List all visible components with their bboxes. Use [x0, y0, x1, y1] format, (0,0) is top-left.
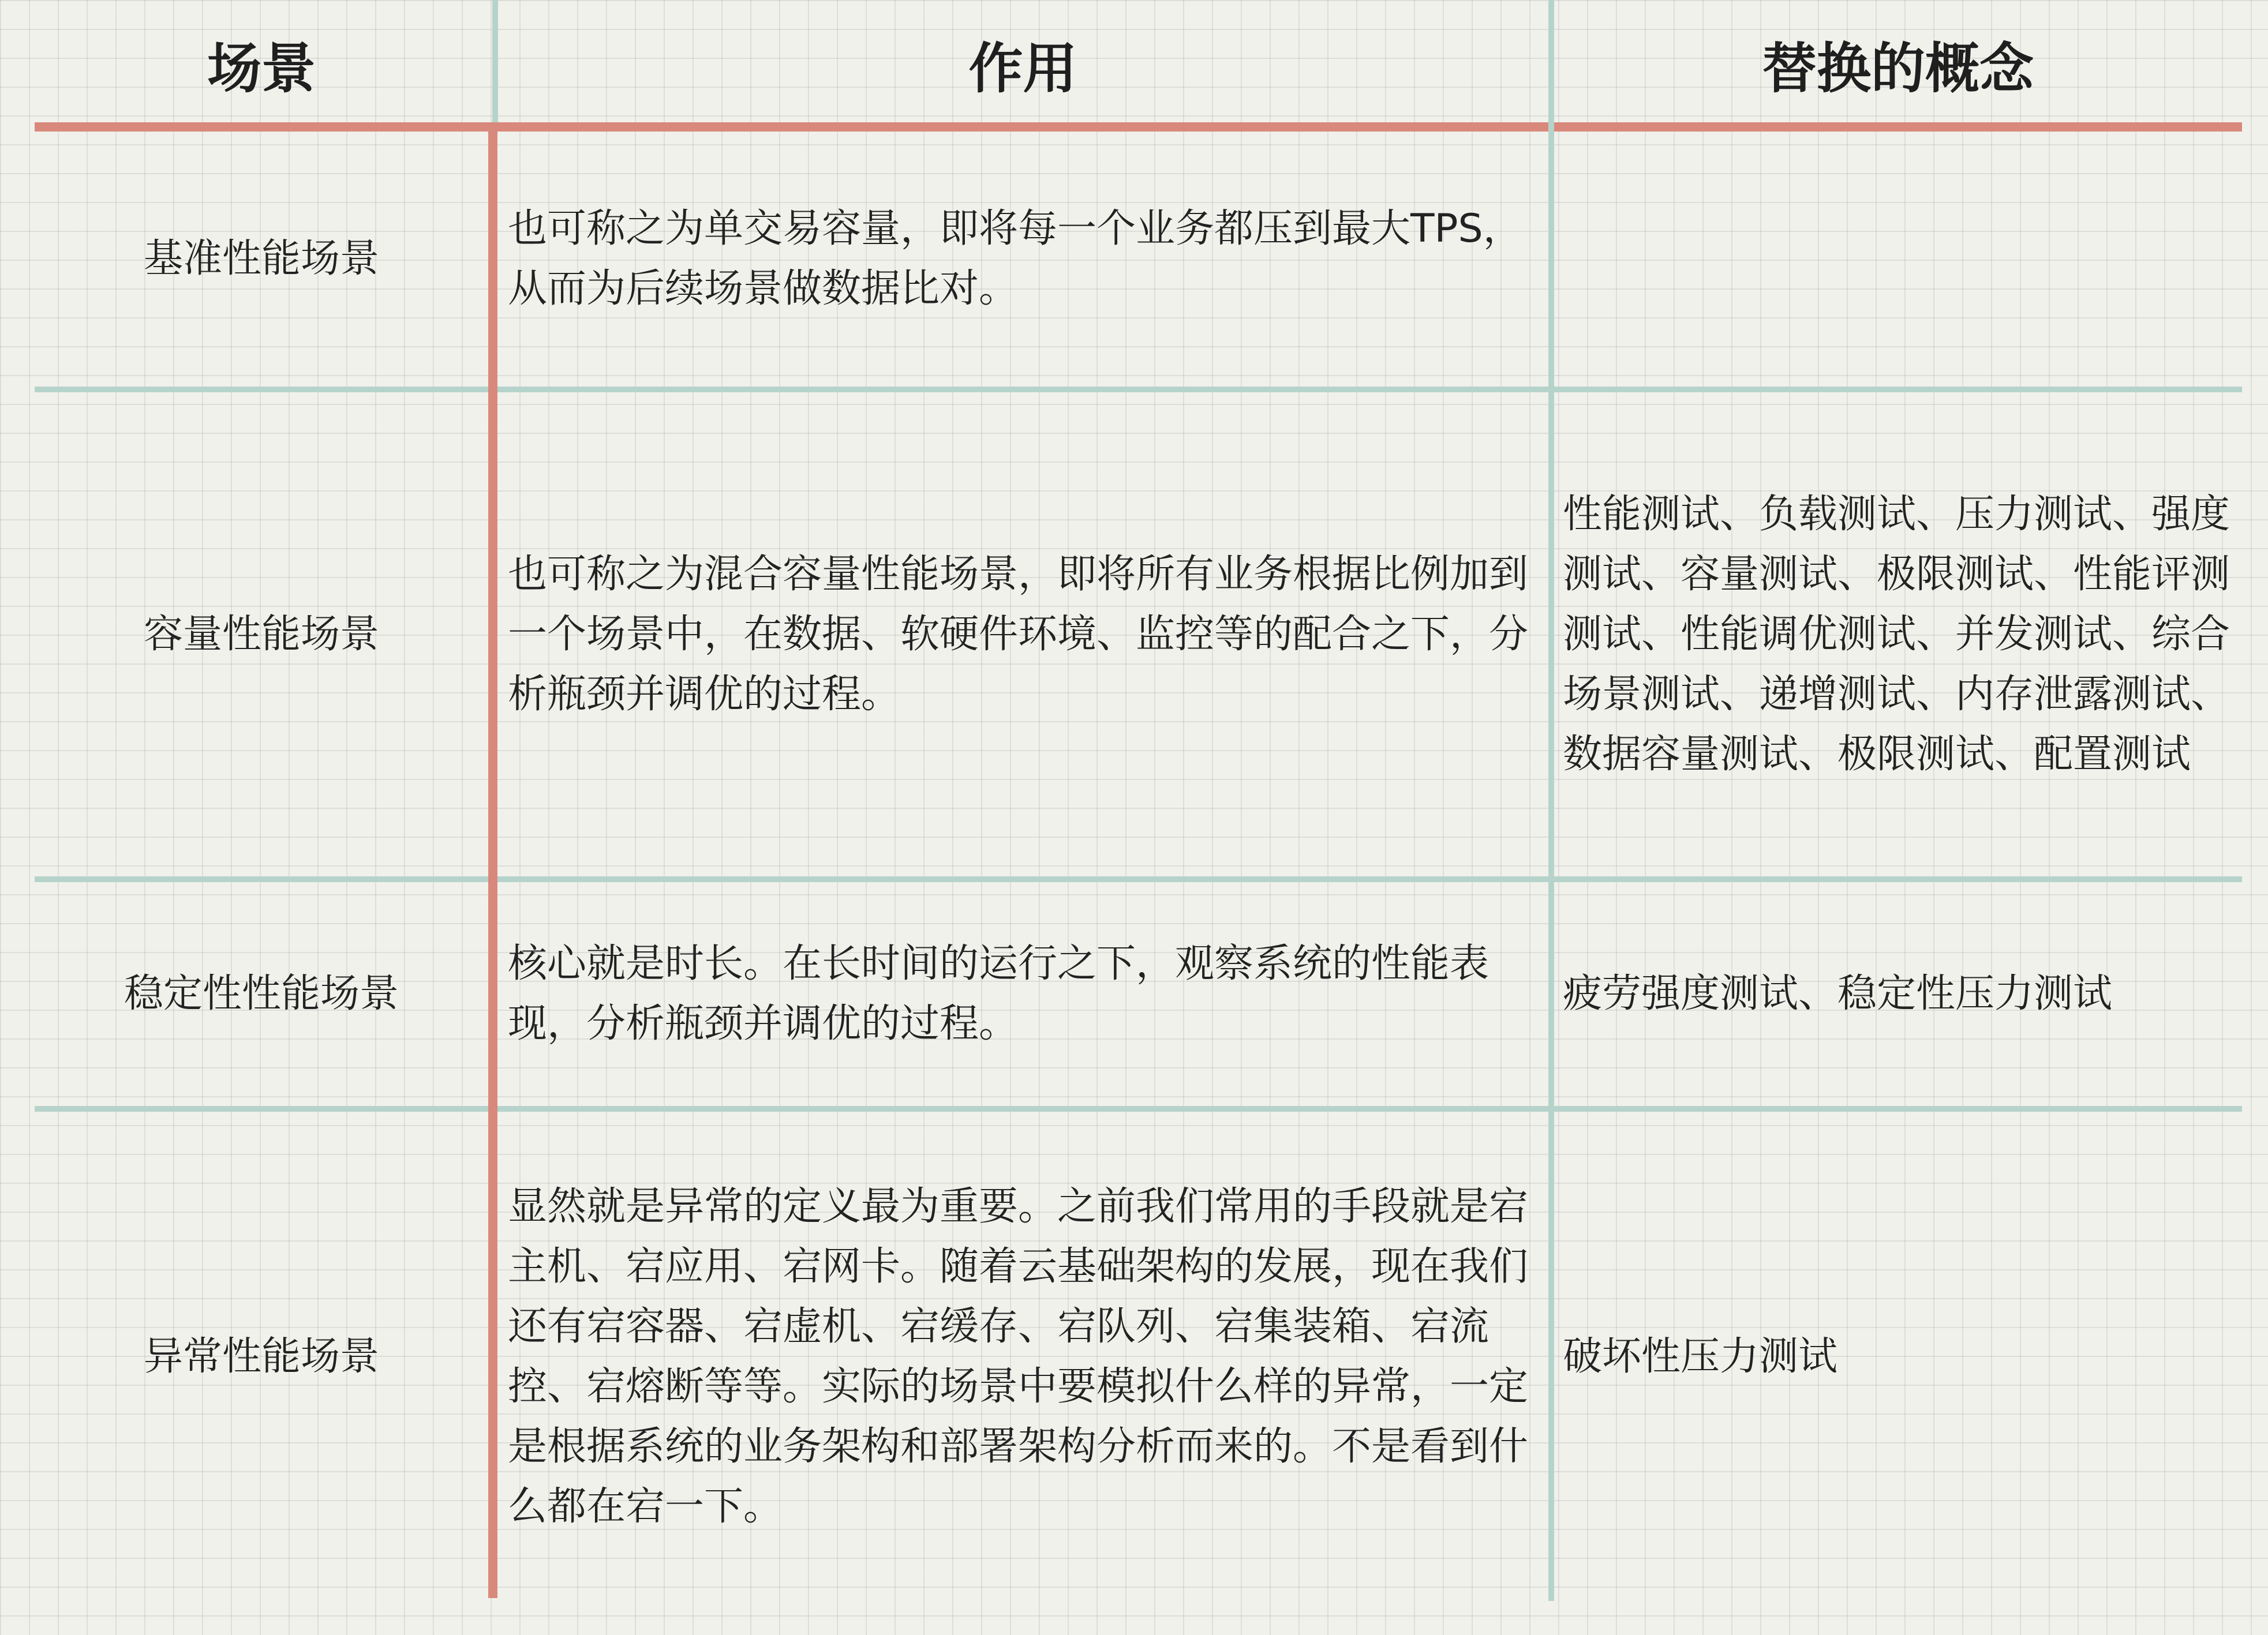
row-divider-1: [35, 387, 2242, 392]
table-row-4-concepts: [1563, 1112, 2235, 1602]
column-divider-2: [1548, 0, 1554, 1601]
table-row-3-purpose: [508, 882, 1544, 1106]
table-row-1-purpose: [508, 132, 1544, 387]
table-row-4-scene: [35, 1112, 488, 1602]
concepts-text: 性能测试、负载测试、压力测试、强度测试、容量测试、极限测试、性能评测测试、性能调优测试、并发测试、综合场景测试、递增测试、内存泄露测试、数据容量测试、极限测试、配置测试: [1563, 491, 2230, 777]
column-header-scene: 场景: [207, 37, 316, 100]
scene-label: 基准性能场景: [143, 236, 379, 282]
table-row-3-scene: [35, 882, 488, 1106]
purpose-text: 也可称之为单交易容量，即将每一个业务都压到最大TPS，从而为后续场景做数据比对。: [508, 206, 1522, 312]
column-divider-1: [488, 127, 497, 1598]
scene-label: 稳定性性能场景: [123, 971, 399, 1017]
column-header-concepts: 替换的概念: [1762, 37, 2034, 100]
scene-label: 容量性能场景: [143, 611, 379, 657]
purpose-text: 也可称之为混合容量性能场景，即将所有业务根据比例加到一个场景中，在数据、软硬件环境、监控等的配合之下，分析瓶颈并调优的过程。: [508, 551, 1529, 717]
table-row-4-purpose: [508, 1112, 1544, 1602]
table-row-3-concepts: [1563, 882, 2235, 1106]
column-header-purpose: 作用: [968, 37, 1077, 100]
purpose-text: 显然就是异常的定义最为重要。之前我们常用的手段就是宕主机、宕应用、宕网卡。随着云基础架构的发展，现在我们还有宕容器、宕虚机、宕缓存、宕队列、宕集装箱、宕流控、宕熔断等等。实际的场景中要模拟什么样的异常，一定是根据系统的业务架构和部署架构分析而来的。不是看到什么都在宕一下。: [508, 1184, 1529, 1529]
concepts-text: 破坏性压力测试: [1563, 1334, 1838, 1379]
table-row-2-concepts: [1563, 392, 2235, 876]
row-divider-2: [35, 876, 2242, 882]
table-row-1-scene: [35, 132, 488, 387]
purpose-text: 核心就是时长。在长时间的运行之下，观察系统的性能表现，分析瓶颈并调优的过程。: [508, 941, 1489, 1047]
header-divider: [35, 122, 2242, 132]
table-row-1-concepts: [1563, 132, 2235, 387]
row-divider-3: [35, 1106, 2242, 1112]
scene-label: 异常性能场景: [143, 1334, 379, 1379]
concepts-text: 疲劳强度测试、稳定性压力测试: [1563, 971, 2113, 1017]
table-row-2-purpose: [508, 392, 1544, 876]
table-row-2-scene: [35, 392, 488, 876]
